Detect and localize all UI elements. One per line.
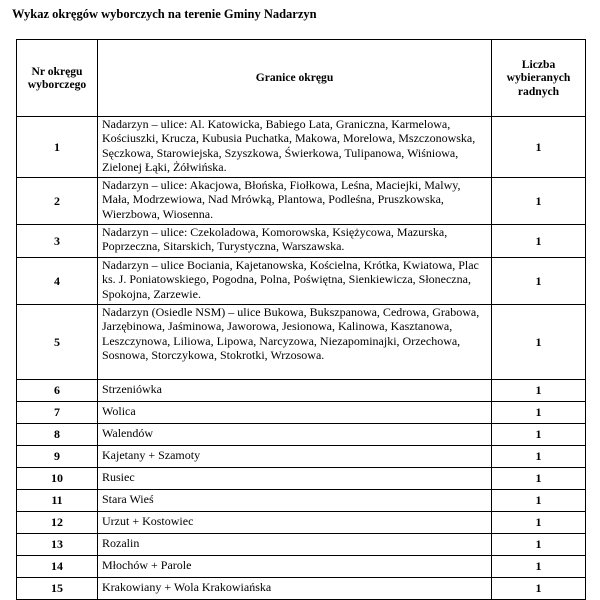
table-header-row xyxy=(17,40,586,117)
district-number: 9 xyxy=(17,446,98,468)
district-boundaries: Strzeniówka xyxy=(98,380,492,402)
district-number: 10 xyxy=(17,468,98,490)
district-boundaries: Nadarzyn – ulice: Czekoladowa, Komorowska, Księżycowa, Mazurska, Poprzeczna, Sitarskich, Turystyczna, Warszawska. xyxy=(98,225,492,258)
table-row xyxy=(17,402,586,424)
table-row xyxy=(17,556,586,578)
table-row xyxy=(17,178,586,225)
councillor-count: 1 xyxy=(492,178,586,225)
councillor-count: 1 xyxy=(492,578,586,600)
district-boundaries: Rozalin xyxy=(98,534,492,556)
district-number: 12 xyxy=(17,512,98,534)
table-row xyxy=(17,490,586,512)
table-row xyxy=(17,578,586,600)
councillor-count: 1 xyxy=(492,380,586,402)
district-number: 11 xyxy=(17,490,98,512)
councillor-count: 1 xyxy=(492,117,586,178)
district-boundaries: Kajetany + Szamoty xyxy=(98,446,492,468)
district-number: 14 xyxy=(17,556,98,578)
district-boundaries: Nadarzyn (Osiedle NSM) – ulice Bukowa, Bukszpanowa, Cedrowa, Grabowa, Jarzębinowa, Jaśminowa, Jaworowa, Jesionowa, Kalinowa, Kasztanowa, Leszczynowa, Liliowa, Lipowa, Narcyzowa, Niezapominajki, Orzechowa, Sosnowa, Storczykowa, Stokrotki, Wrzosowa. xyxy=(98,305,492,380)
district-number: 15 xyxy=(17,578,98,600)
district-number: 13 xyxy=(17,534,98,556)
district-boundaries: Krakowiany + Wola Krakowiańska xyxy=(98,578,492,600)
district-number: 5 xyxy=(17,305,98,380)
councillor-count: 1 xyxy=(492,468,586,490)
district-number: 7 xyxy=(17,402,98,424)
header-councillor-count: Liczba wybieranych radnych xyxy=(492,40,586,117)
district-number: 2 xyxy=(17,178,98,225)
table-row xyxy=(17,258,586,305)
councillor-count: 1 xyxy=(492,258,586,305)
header-district-number: Nr okręgu wyborczego xyxy=(17,40,98,117)
district-number: 1 xyxy=(17,117,98,178)
councillor-count: 1 xyxy=(492,402,586,424)
district-number: 8 xyxy=(17,424,98,446)
councillor-count: 1 xyxy=(492,490,586,512)
table-row xyxy=(17,225,586,258)
table-row xyxy=(17,446,586,468)
councillor-count: 1 xyxy=(492,305,586,380)
district-boundaries: Stara Wieś xyxy=(98,490,492,512)
table-row xyxy=(17,534,586,556)
district-boundaries: Nadarzyn – ulice Bociania, Kajetanowska, Kościelna, Krótka, Kwiatowa, Plac ks. J. Poniatowskiego, Pogodna, Polna, Poświętna, Sienkiewicza, Słoneczna, Spokojna, Zarzewie. xyxy=(98,258,492,305)
district-boundaries: Urzut + Kostowiec xyxy=(98,512,492,534)
table-row xyxy=(17,468,586,490)
district-boundaries: Rusiec xyxy=(98,468,492,490)
district-boundaries: Nadarzyn – ulice: Akacjowa, Błońska, Fiołkowa, Leśna, Maciejki, Malwy, Mała, Modrzewiowa, Nad Mrówką, Plantowa, Podleśna, Pruszkowska, Wierzbowa, Wiosenna. xyxy=(98,178,492,225)
councillor-count: 1 xyxy=(492,556,586,578)
table-row xyxy=(17,424,586,446)
electoral-districts-table xyxy=(16,39,586,600)
district-boundaries: Wolica xyxy=(98,402,492,424)
district-number: 4 xyxy=(17,258,98,305)
table-row xyxy=(17,305,586,380)
table-row xyxy=(17,380,586,402)
district-number: 3 xyxy=(17,225,98,258)
councillor-count: 1 xyxy=(492,225,586,258)
councillor-count: 1 xyxy=(492,446,586,468)
header-district-boundaries: Granice okręgu xyxy=(98,40,492,117)
district-boundaries: Walendów xyxy=(98,424,492,446)
district-boundaries: Młochów + Parole xyxy=(98,556,492,578)
councillor-count: 1 xyxy=(492,424,586,446)
district-boundaries: Nadarzyn – ulice: Al. Katowicka, Babiego Lata, Graniczna, Karmelowa, Kościuszki, Krucza, Kubusia Puchatka, Makowa, Morelowa, Mszczonowska, Sęczkowa, Starowiejska, Szyszkowa, Świerkowa, Tulipanowa, Wiśniowa, Zielonej Łąki, Żółwińska. xyxy=(98,117,492,178)
councillor-count: 1 xyxy=(492,534,586,556)
table-row xyxy=(17,117,586,178)
district-number: 6 xyxy=(17,380,98,402)
table-row xyxy=(17,512,586,534)
document-title: Wykaz okręgów wyborczych na terenie Gminy Nadarzyn xyxy=(12,7,317,21)
councillor-count: 1 xyxy=(492,512,586,534)
